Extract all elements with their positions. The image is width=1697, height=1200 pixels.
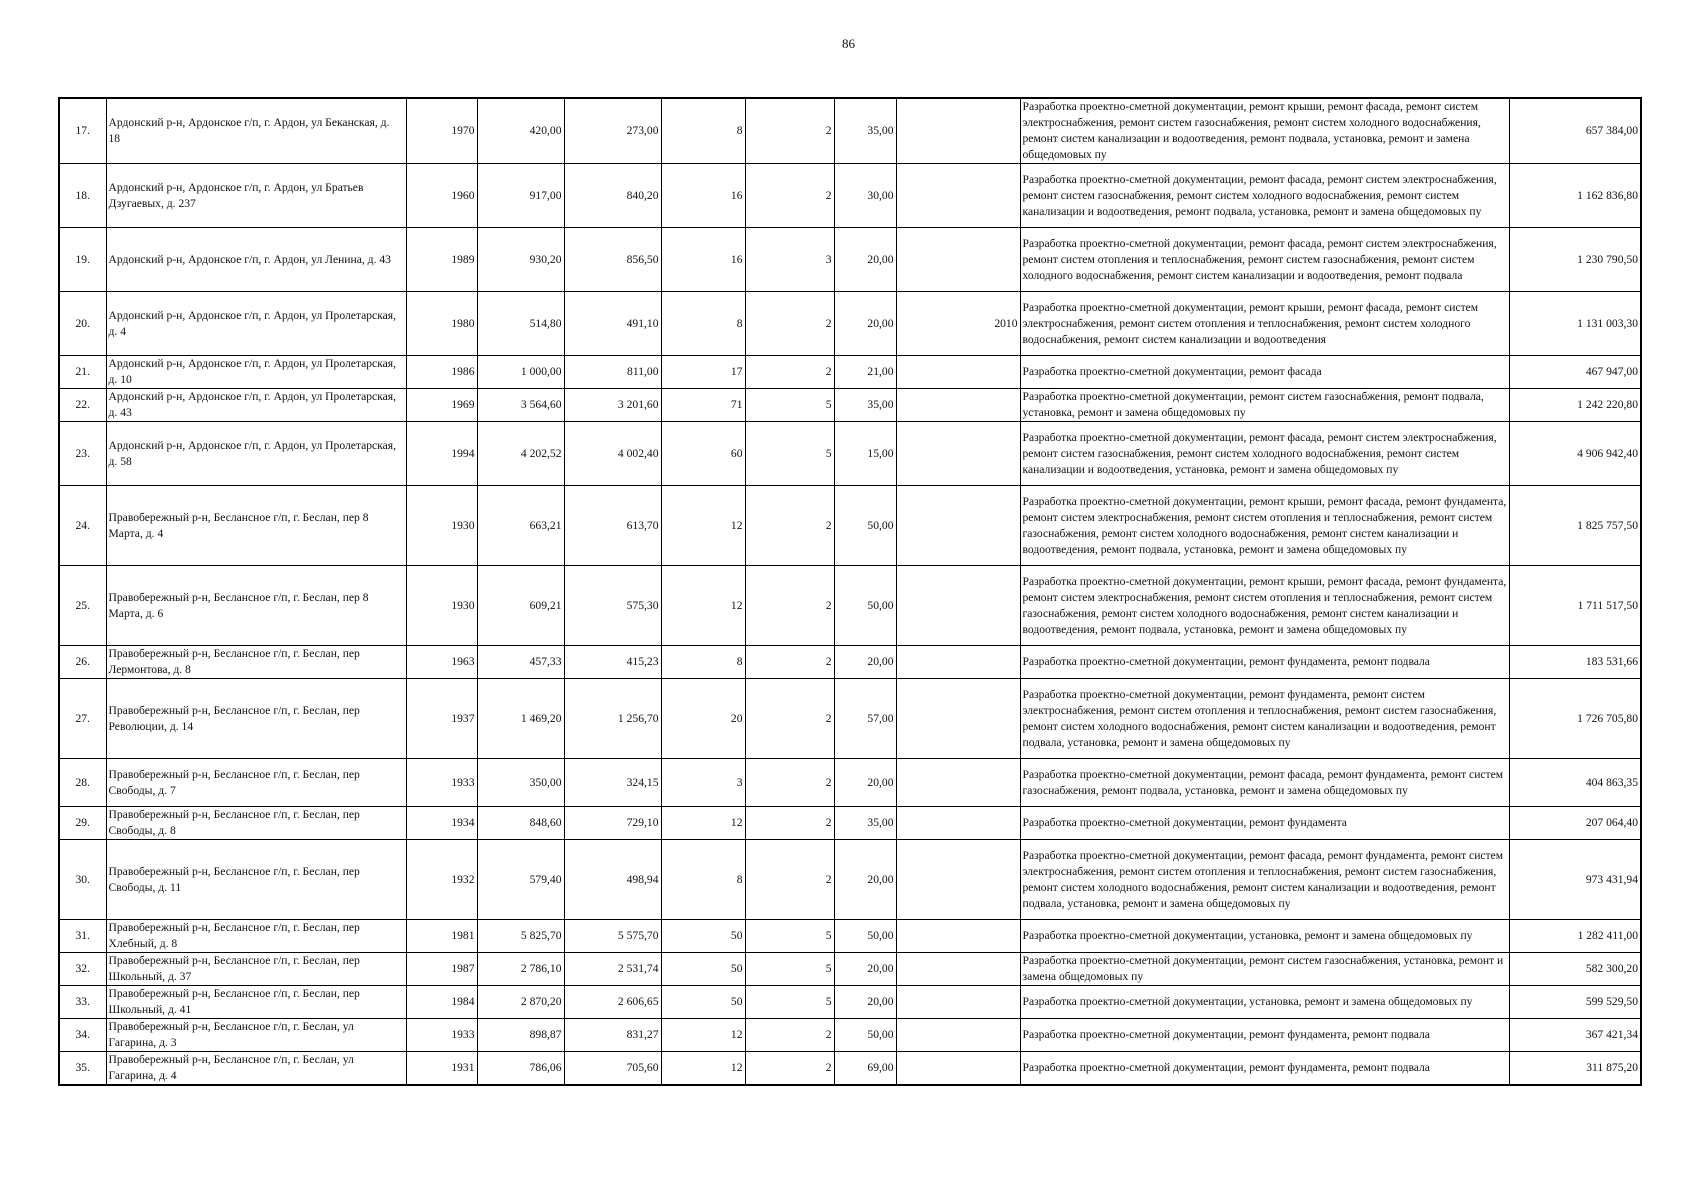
row-floors: 2	[745, 679, 834, 759]
row-address: Правобережный р-н, Беслансное г/п, г. Беслан, пер 8 Марта, д. 6	[106, 566, 406, 646]
row-last-repair	[896, 228, 1020, 292]
row-wear: 35,00	[834, 807, 896, 840]
row-wear: 20,00	[834, 292, 896, 356]
row-living-area: 1 256,70	[564, 679, 661, 759]
row-apartments: 8	[661, 646, 745, 679]
row-year: 1969	[406, 389, 477, 422]
row-wear: 20,00	[834, 986, 896, 1019]
row-wear: 50,00	[834, 920, 896, 953]
row-total-area: 898,87	[477, 1019, 564, 1052]
row-last-repair	[896, 1052, 1020, 1086]
row-apartments: 17	[661, 356, 745, 389]
row-address: Правобережный р-н, Беслансное г/п, г. Беслан, пер Свободы, д. 8	[106, 807, 406, 840]
row-floors: 5	[745, 953, 834, 986]
row-apartments: 20	[661, 679, 745, 759]
row-works: Разработка проектно-сметной документации, ремонт фасада, ремонт систем электроснабжения, ремонт систем газоснабжения, ремонт систем холодного водоснабжения, ремонт систем канализации и водоотведения, установка, ремонт и замена общедомовых пу	[1020, 422, 1509, 486]
row-works: Разработка проектно-сметной документации, ремонт систем газоснабжения, ремонт подвала, установка, ремонт и замена общедомовых пу	[1020, 389, 1509, 422]
row-cost: 1 711 517,50	[1509, 566, 1641, 646]
row-last-repair	[896, 566, 1020, 646]
row-address: Правобережный р-н, Беслансное г/п, г. Беслан, ул Гагарина, д. 4	[106, 1052, 406, 1086]
row-works: Разработка проектно-сметной документации, ремонт фундамента, ремонт подвала	[1020, 646, 1509, 679]
row-number: 34.	[59, 1019, 106, 1052]
row-works: Разработка проектно-сметной документации, ремонт фундамента	[1020, 807, 1509, 840]
row-floors: 2	[745, 566, 834, 646]
row-address: Ардонский р-н, Ардонское г/п, г. Ардон, ул Братьев Дзугаевых, д. 237	[106, 164, 406, 228]
row-year: 1963	[406, 646, 477, 679]
row-number: 30.	[59, 840, 106, 920]
row-total-area: 579,40	[477, 840, 564, 920]
row-works: Разработка проектно-сметной документации, ремонт фундамента, ремонт систем электроснабжения, ремонт систем отопления и теплоснабжения, ремонт систем газоснабжения, ремонт систем холодного водоснабжения, ремонт систем канализации и водоотведения, ремонт подвала, установка, ремонт и замена общедомовых пу	[1020, 679, 1509, 759]
table-row	[59, 840, 1641, 920]
row-cost: 1 282 411,00	[1509, 920, 1641, 953]
row-works: Разработка проектно-сметной документации, ремонт крыши, ремонт фасада, ремонт фундамента, ремонт систем электроснабжения, ремонт систем отопления и теплоснабжения, ремонт систем газоснабжения, ремонт систем холодного водоснабжения, ремонт систем канализации и водоотведения, ремонт подвала, установка, ремонт и замена общедомовых пу	[1020, 566, 1509, 646]
row-living-area: 729,10	[564, 807, 661, 840]
row-year: 1930	[406, 566, 477, 646]
row-cost: 657 384,00	[1509, 98, 1641, 164]
row-works: Разработка проектно-сметной документации, ремонт фасада, ремонт систем электроснабжения, ремонт систем отопления и теплоснабжения, ремонт систем газоснабжения, ремонт систем холодного водоснабжения, ремонт систем канализации и водоотведения, ремонт подвала	[1020, 228, 1509, 292]
row-apartments: 8	[661, 292, 745, 356]
row-works: Разработка проектно-сметной документации, ремонт систем газоснабжения, установка, ремонт и замена общедомовых пу	[1020, 953, 1509, 986]
row-last-repair	[896, 679, 1020, 759]
row-address: Правобережный р-н, Беслансное г/п, г. Беслан, пер Школьный, д. 37	[106, 953, 406, 986]
row-total-area: 5 825,70	[477, 920, 564, 953]
row-address: Ардонский р-н, Ардонское г/п, г. Ардон, ул Пролетарская, д. 10	[106, 356, 406, 389]
row-address: Правобережный р-н, Беслансное г/п, г. Беслан, пер Школьный, д. 41	[106, 986, 406, 1019]
row-apartments: 8	[661, 98, 745, 164]
row-living-area: 491,10	[564, 292, 661, 356]
row-number: 33.	[59, 986, 106, 1019]
row-works: Разработка проектно-сметной документации, ремонт фундамента, ремонт подвала	[1020, 1019, 1509, 1052]
row-floors: 3	[745, 228, 834, 292]
table-row	[59, 292, 1641, 356]
row-number: 31.	[59, 920, 106, 953]
row-living-area: 831,27	[564, 1019, 661, 1052]
row-living-area: 5 575,70	[564, 920, 661, 953]
row-total-area: 4 202,52	[477, 422, 564, 486]
row-wear: 57,00	[834, 679, 896, 759]
row-cost: 1 726 705,80	[1509, 679, 1641, 759]
row-address: Правобережный р-н, Беслансное г/п, г. Беслан, пер 8 Марта, д. 4	[106, 486, 406, 566]
row-number: 22.	[59, 389, 106, 422]
row-floors: 2	[745, 840, 834, 920]
row-living-area: 705,60	[564, 1052, 661, 1086]
row-number: 32.	[59, 953, 106, 986]
row-floors: 2	[745, 98, 834, 164]
row-living-area: 856,50	[564, 228, 661, 292]
row-wear: 35,00	[834, 389, 896, 422]
row-living-area: 273,00	[564, 98, 661, 164]
table-row	[59, 953, 1641, 986]
row-address: Правобережный р-н, Беслансное г/п, г. Беслан, пер Свободы, д. 11	[106, 840, 406, 920]
row-wear: 20,00	[834, 228, 896, 292]
row-total-area: 609,21	[477, 566, 564, 646]
row-number: 29.	[59, 807, 106, 840]
row-year: 1981	[406, 920, 477, 953]
row-cost: 467 947,00	[1509, 356, 1641, 389]
row-year: 1933	[406, 759, 477, 807]
row-floors: 2	[745, 1019, 834, 1052]
row-cost: 311 875,20	[1509, 1052, 1641, 1086]
row-works: Разработка проектно-сметной документации, ремонт крыши, ремонт фасада, ремонт систем электроснабжения, ремонт систем отопления и теплоснабжения, ремонт систем холодного водоснабжения, ремонт систем канализации и водоотведения	[1020, 292, 1509, 356]
row-living-area: 840,20	[564, 164, 661, 228]
row-cost: 1 242 220,80	[1509, 389, 1641, 422]
row-works: Разработка проектно-сметной документации, ремонт фасада	[1020, 356, 1509, 389]
row-wear: 50,00	[834, 1019, 896, 1052]
row-total-area: 2 786,10	[477, 953, 564, 986]
row-wear: 30,00	[834, 164, 896, 228]
row-number: 35.	[59, 1052, 106, 1086]
row-address: Ардонский р-н, Ардонское г/п, г. Ардон, ул Ленина, д. 43	[106, 228, 406, 292]
table-row	[59, 566, 1641, 646]
row-wear: 35,00	[834, 98, 896, 164]
row-last-repair	[896, 646, 1020, 679]
row-last-repair	[896, 486, 1020, 566]
table-row	[59, 986, 1641, 1019]
row-last-repair	[896, 422, 1020, 486]
table-row	[59, 164, 1641, 228]
row-living-area: 415,23	[564, 646, 661, 679]
row-apartments: 50	[661, 953, 745, 986]
housing-repair-table	[58, 97, 1642, 1086]
row-last-repair	[896, 986, 1020, 1019]
row-last-repair: 2010	[896, 292, 1020, 356]
row-year: 1933	[406, 1019, 477, 1052]
table-row	[59, 759, 1641, 807]
row-last-repair	[896, 356, 1020, 389]
row-number: 28.	[59, 759, 106, 807]
row-living-area: 3 201,60	[564, 389, 661, 422]
row-last-repair	[896, 164, 1020, 228]
row-floors: 5	[745, 986, 834, 1019]
row-address: Правобережный р-н, Беслансное г/п, г. Беслан, пер Хлебный, д. 8	[106, 920, 406, 953]
row-works: Разработка проектно-сметной документации, ремонт фасада, ремонт фундамента, ремонт систем газоснабжения, ремонт подвала, установка, ремонт и замена общедомовых пу	[1020, 759, 1509, 807]
row-total-area: 420,00	[477, 98, 564, 164]
row-year: 1989	[406, 228, 477, 292]
row-total-area: 457,33	[477, 646, 564, 679]
row-total-area: 3 564,60	[477, 389, 564, 422]
row-total-area: 514,80	[477, 292, 564, 356]
row-year: 1930	[406, 486, 477, 566]
row-number: 25.	[59, 566, 106, 646]
row-last-repair	[896, 1019, 1020, 1052]
row-wear: 20,00	[834, 953, 896, 986]
row-apartments: 71	[661, 389, 745, 422]
table-row	[59, 1052, 1641, 1086]
row-number: 21.	[59, 356, 106, 389]
row-apartments: 50	[661, 920, 745, 953]
row-works: Разработка проектно-сметной документации, установка, ремонт и замена общедомовых пу	[1020, 920, 1509, 953]
row-year: 1960	[406, 164, 477, 228]
row-address: Правобережный р-н, Беслансное г/п, г. Беслан, пер Лермонтова, д. 8	[106, 646, 406, 679]
row-wear: 69,00	[834, 1052, 896, 1086]
row-last-repair	[896, 98, 1020, 164]
row-total-area: 786,06	[477, 1052, 564, 1086]
row-works: Разработка проектно-сметной документации, ремонт крыши, ремонт фасада, ремонт систем электроснабжения, ремонт систем газоснабжения, ремонт систем холодного водоснабжения, ремонт систем канализации и водоотведения, ремонт подвала, установка, ремонт и замена общедомовых пу	[1020, 98, 1509, 164]
row-total-area: 350,00	[477, 759, 564, 807]
table-row	[59, 920, 1641, 953]
row-apartments: 12	[661, 486, 745, 566]
row-cost: 582 300,20	[1509, 953, 1641, 986]
row-last-repair	[896, 807, 1020, 840]
row-apartments: 3	[661, 759, 745, 807]
row-year: 1987	[406, 953, 477, 986]
row-apartments: 60	[661, 422, 745, 486]
row-wear: 15,00	[834, 422, 896, 486]
row-total-area: 1 000,00	[477, 356, 564, 389]
row-living-area: 575,30	[564, 566, 661, 646]
row-wear: 50,00	[834, 566, 896, 646]
row-number: 20.	[59, 292, 106, 356]
row-address: Ардонский р-н, Ардонское г/п, г. Ардон, ул Пролетарская, д. 43	[106, 389, 406, 422]
row-last-repair	[896, 759, 1020, 807]
row-floors: 2	[745, 486, 834, 566]
row-cost: 404 863,35	[1509, 759, 1641, 807]
row-works: Разработка проектно-сметной документации, ремонт фасада, ремонт фундамента, ремонт систем электроснабжения, ремонт систем отопления и теплоснабжения, ремонт систем газоснабжения, ремонт систем холодного водоснабжения, ремонт систем канализации и водоотведения, ремонт подвала, установка, ремонт и замена общедомовых пу	[1020, 840, 1509, 920]
row-apartments: 12	[661, 566, 745, 646]
row-works: Разработка проектно-сметной документации, ремонт фундамента, ремонт подвала	[1020, 1052, 1509, 1086]
row-total-area: 663,21	[477, 486, 564, 566]
row-number: 18.	[59, 164, 106, 228]
table-row	[59, 228, 1641, 292]
row-cost: 4 906 942,40	[1509, 422, 1641, 486]
row-cost: 207 064,40	[1509, 807, 1641, 840]
row-floors: 5	[745, 389, 834, 422]
table-row	[59, 98, 1641, 164]
row-year: 1931	[406, 1052, 477, 1086]
row-floors: 5	[745, 422, 834, 486]
row-year: 1932	[406, 840, 477, 920]
row-cost: 1 825 757,50	[1509, 486, 1641, 566]
row-year: 1984	[406, 986, 477, 1019]
table-row	[59, 1019, 1641, 1052]
row-apartments: 16	[661, 228, 745, 292]
row-address: Ардонский р-н, Ардонское г/п, г. Ардон, ул Беканская, д. 18	[106, 98, 406, 164]
row-living-area: 811,00	[564, 356, 661, 389]
row-wear: 20,00	[834, 759, 896, 807]
row-number: 23.	[59, 422, 106, 486]
row-floors: 2	[745, 1052, 834, 1086]
row-apartments: 16	[661, 164, 745, 228]
row-apartments: 12	[661, 807, 745, 840]
row-number: 19.	[59, 228, 106, 292]
table-row	[59, 389, 1641, 422]
row-last-repair	[896, 389, 1020, 422]
row-address: Правобережный р-н, Беслансное г/п, г. Беслан, пер Революции, д. 14	[106, 679, 406, 759]
row-total-area: 930,20	[477, 228, 564, 292]
row-living-area: 4 002,40	[564, 422, 661, 486]
row-address: Правобережный р-н, Беслансное г/п, г. Беслан, пер Свободы, д. 7	[106, 759, 406, 807]
row-last-repair	[896, 840, 1020, 920]
row-address: Ардонский р-н, Ардонское г/п, г. Ардон, ул Пролетарская, д. 4	[106, 292, 406, 356]
row-works: Разработка проектно-сметной документации, ремонт крыши, ремонт фасада, ремонт фундамента, ремонт систем электроснабжения, ремонт систем отопления и теплоснабжения, ремонт систем газоснабжения, ремонт систем холодного водоснабжения, ремонт систем канализации и водоотведения, ремонт подвала, установка, ремонт и замена общедомовых пу	[1020, 486, 1509, 566]
row-year: 1980	[406, 292, 477, 356]
row-year: 1986	[406, 356, 477, 389]
row-wear: 21,00	[834, 356, 896, 389]
row-cost: 599 529,50	[1509, 986, 1641, 1019]
row-living-area: 2 606,65	[564, 986, 661, 1019]
row-total-area: 848,60	[477, 807, 564, 840]
row-cost: 367 421,34	[1509, 1019, 1641, 1052]
row-number: 27.	[59, 679, 106, 759]
table-row	[59, 486, 1641, 566]
row-cost: 183 531,66	[1509, 646, 1641, 679]
row-apartments: 50	[661, 986, 745, 1019]
row-last-repair	[896, 953, 1020, 986]
row-number: 17.	[59, 98, 106, 164]
row-floors: 2	[745, 807, 834, 840]
table-row	[59, 679, 1641, 759]
row-year: 1970	[406, 98, 477, 164]
row-living-area: 613,70	[564, 486, 661, 566]
row-floors: 2	[745, 646, 834, 679]
row-total-area: 1 469,20	[477, 679, 564, 759]
row-floors: 5	[745, 920, 834, 953]
row-apartments: 8	[661, 840, 745, 920]
row-apartments: 12	[661, 1019, 745, 1052]
row-number: 26.	[59, 646, 106, 679]
row-year: 1994	[406, 422, 477, 486]
row-floors: 2	[745, 759, 834, 807]
row-cost: 973 431,94	[1509, 840, 1641, 920]
row-living-area: 498,94	[564, 840, 661, 920]
row-address: Ардонский р-н, Ардонское г/п, г. Ардон, ул Пролетарская, д. 58	[106, 422, 406, 486]
page-number: 86	[842, 36, 855, 51]
row-wear: 20,00	[834, 840, 896, 920]
row-floors: 2	[745, 292, 834, 356]
table-row	[59, 356, 1641, 389]
row-living-area: 324,15	[564, 759, 661, 807]
row-last-repair	[896, 920, 1020, 953]
row-apartments: 12	[661, 1052, 745, 1086]
row-wear: 50,00	[834, 486, 896, 566]
row-floors: 2	[745, 356, 834, 389]
row-total-area: 2 870,20	[477, 986, 564, 1019]
table-row	[59, 422, 1641, 486]
row-year: 1937	[406, 679, 477, 759]
row-works: Разработка проектно-сметной документации, ремонт фасада, ремонт систем электроснабжения, ремонт систем газоснабжения, ремонт систем холодного водоснабжения, ремонт систем канализации и водоотведения, ремонт подвала, установка, ремонт и замена общедомовых пу	[1020, 164, 1509, 228]
row-cost: 1 162 836,80	[1509, 164, 1641, 228]
table-row	[59, 807, 1641, 840]
row-cost: 1 131 003,30	[1509, 292, 1641, 356]
table-row	[59, 646, 1641, 679]
row-cost: 1 230 790,50	[1509, 228, 1641, 292]
row-number: 24.	[59, 486, 106, 566]
row-works: Разработка проектно-сметной документации, установка, ремонт и замена общедомовых пу	[1020, 986, 1509, 1019]
row-floors: 2	[745, 164, 834, 228]
row-year: 1934	[406, 807, 477, 840]
row-address: Правобережный р-н, Беслансное г/п, г. Беслан, ул Гагарина, д. 3	[106, 1019, 406, 1052]
row-total-area: 917,00	[477, 164, 564, 228]
row-living-area: 2 531,74	[564, 953, 661, 986]
row-wear: 20,00	[834, 646, 896, 679]
